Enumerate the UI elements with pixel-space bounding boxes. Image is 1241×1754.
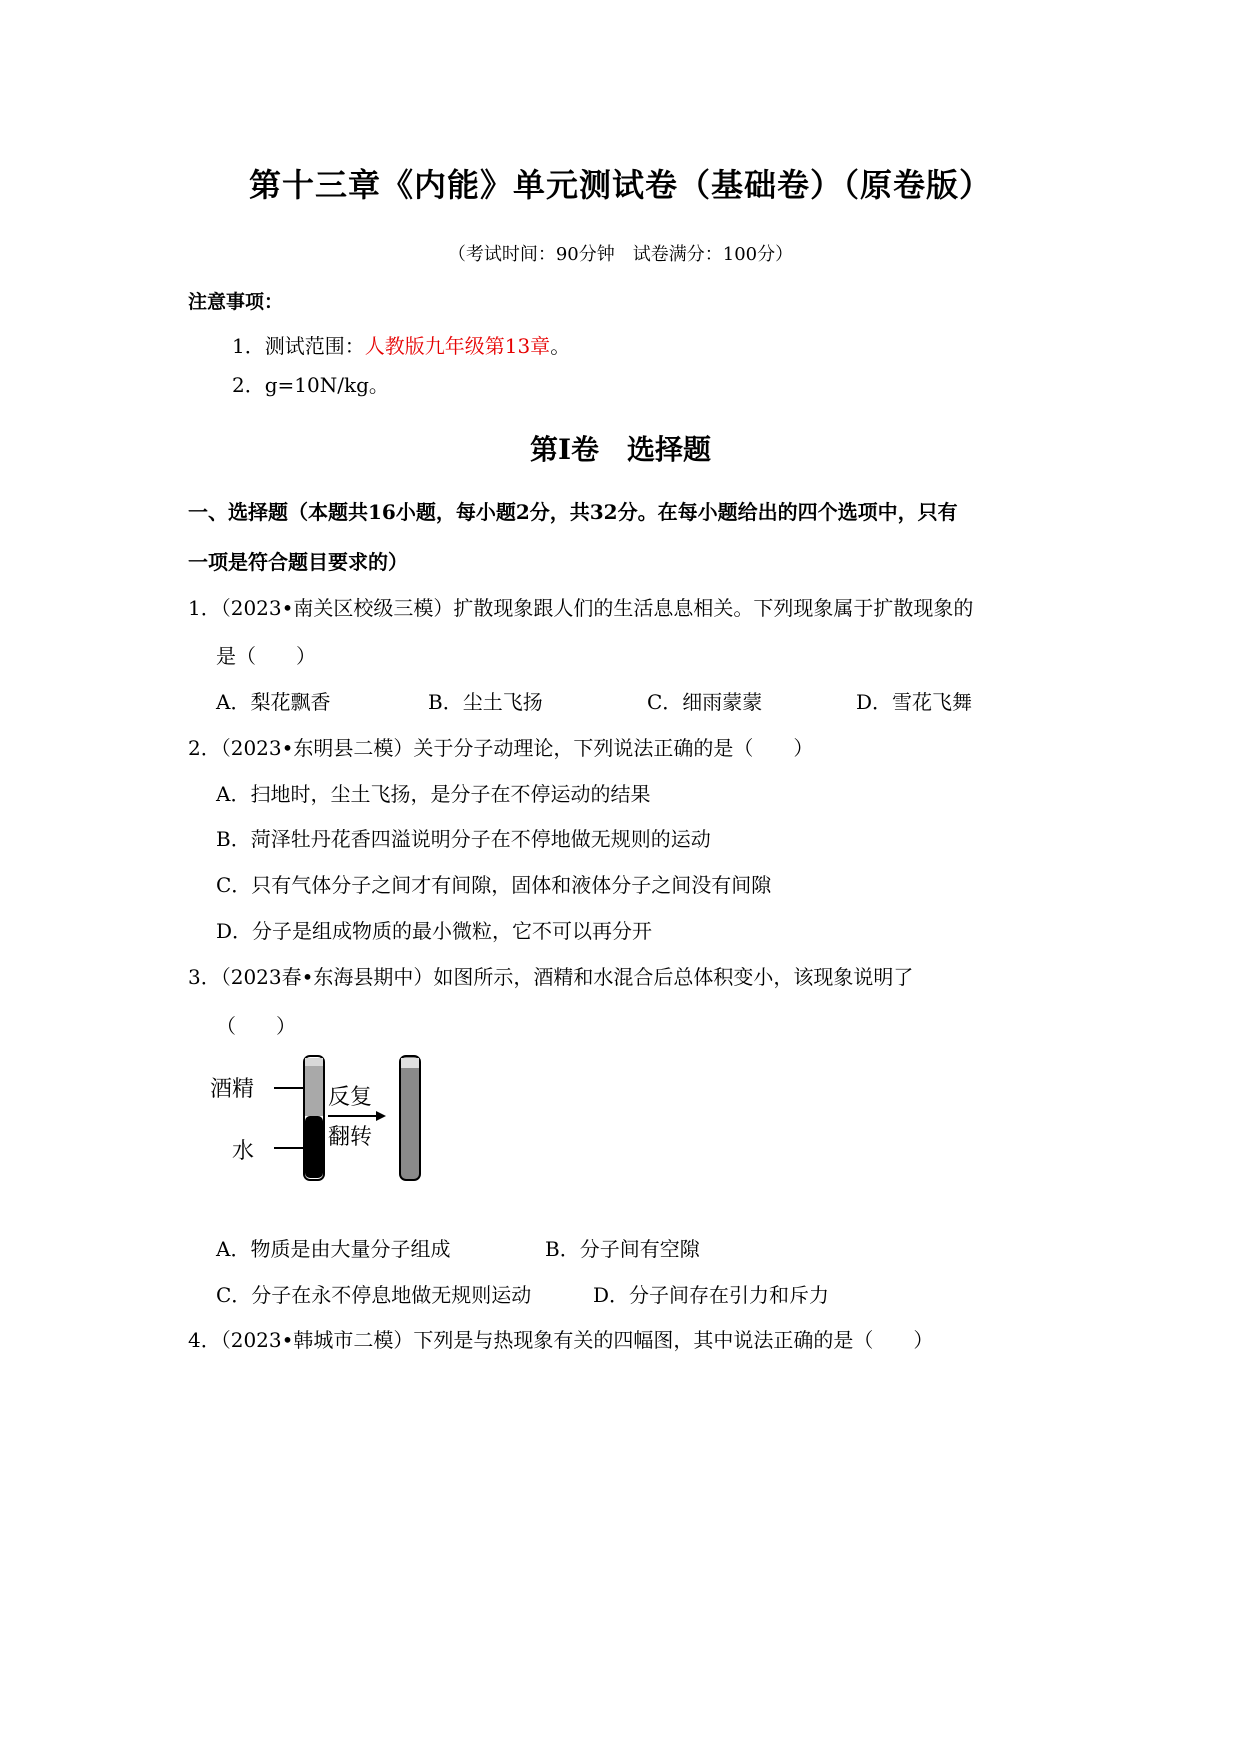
section-title: 第Ⅰ卷 选择题 [529, 433, 712, 466]
alcohol-label: 酒精 [210, 1077, 255, 1102]
note-item [232, 330, 570, 359]
tube-top [305, 1058, 323, 1066]
option-a[interactable]: A．物质是由大量分子组成 [216, 1237, 451, 1261]
right-tube [400, 1056, 420, 1180]
option-a[interactable]: A．扫地时，尘土飞扬，是分子在不停运动的结果 [216, 782, 651, 806]
question-number: 4． [188, 1328, 221, 1352]
option-b[interactable]: B．菏泽牡丹花香四溢说明分子在不停地做无规则的运动 [216, 827, 711, 851]
note-text: 测试范围： [264, 334, 365, 358]
note-number: 2． [232, 373, 265, 397]
option-c[interactable]: C．细雨蒙蒙 [647, 690, 763, 714]
question-text: 是（ ） [216, 644, 316, 668]
tube-top [401, 1058, 419, 1068]
action-label: 翻转 [328, 1125, 373, 1150]
option-b[interactable]: B．尘土飞扬 [428, 690, 543, 714]
question-3 [188, 961, 913, 990]
notes-heading: 注意事项： [188, 291, 284, 313]
question-text: （2023•南关区校级三模）扩散现象跟人们的生活息息相关。下列现象属于扩散现象的 [220, 596, 974, 620]
note-text: g=10N/kg。 [264, 373, 389, 397]
question-4 [188, 1324, 933, 1353]
exam-info: （考试时间：90分钟 试卷满分：100分） [447, 244, 794, 265]
test-tube-diagram [210, 1050, 440, 1190]
question-number: 1． [188, 596, 221, 620]
option-c[interactable]: C．只有气体分子之间才有间隙，固体和液体分子之间没有间隙 [216, 873, 772, 897]
note-highlight: 人教版九年级第13章 [364, 334, 551, 358]
question-text: （ ） [216, 1014, 296, 1038]
note-text: 。 [550, 334, 571, 358]
option-d[interactable]: D．分子是组成物质的最小微粒，它不可以再分开 [216, 919, 653, 943]
note-number: 1． [232, 334, 265, 358]
mixing-figure [210, 1050, 440, 1190]
question-2 [188, 732, 813, 761]
question-text: （2023•东明县二模）关于分子动理论，下列说法正确的是（ ） [220, 736, 814, 760]
part-instructions: 一、选择题（本题共16小题，每小题2分，共32分。在每小题给出的四个选项中，只有 [188, 500, 958, 524]
option-b[interactable]: B．分子间有空隙 [545, 1237, 700, 1261]
note-item [232, 369, 389, 398]
question-text: （2023•韩城市二模）下列是与热现象有关的四幅图，其中说法正确的是（ ） [220, 1328, 934, 1352]
part-instructions: 一项是符合题目要求的） [188, 550, 408, 574]
arrow-icon [376, 1111, 386, 1121]
question-1 [188, 592, 973, 621]
alcohol-layer [305, 1066, 323, 1116]
option-a[interactable]: A．梨花飘香 [216, 690, 331, 714]
water-label: 水 [232, 1139, 255, 1164]
question-text: （2023春•东海县期中）如图所示，酒精和水混合后总体积变小，该现象说明了 [220, 965, 914, 989]
option-d[interactable]: D．雪花飞舞 [856, 690, 973, 714]
page-title: 第十三章《内能》单元测试卷（基础卷）（原卷版） [248, 166, 992, 204]
option-c[interactable]: C．分子在永不停息地做无规则运动 [216, 1283, 532, 1307]
option-d[interactable]: D．分子间存在引力和斥力 [593, 1283, 830, 1307]
action-label: 反复 [328, 1085, 373, 1110]
water-layer [305, 1116, 323, 1178]
question-number: 2． [188, 736, 221, 760]
question-number: 3． [188, 965, 221, 989]
